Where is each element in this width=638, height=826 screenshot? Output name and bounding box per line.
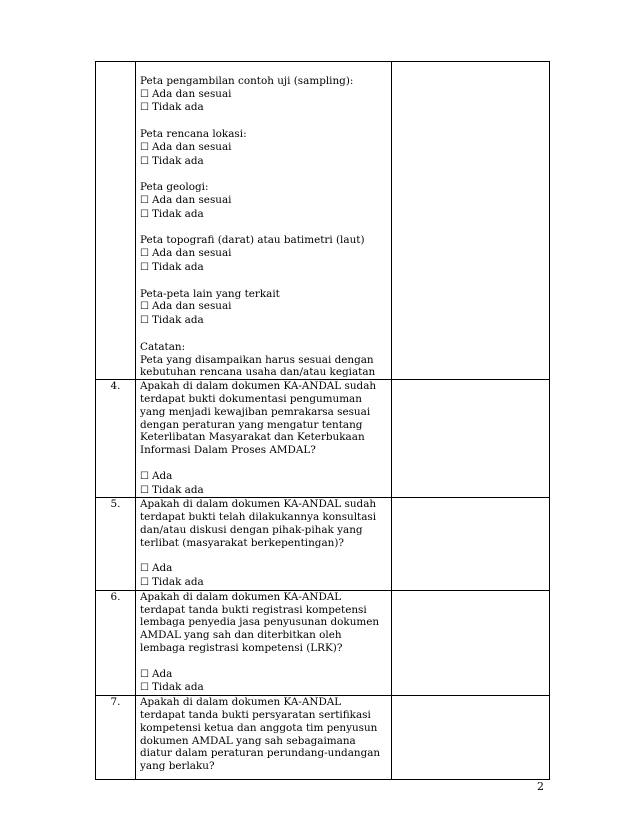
checkbox-option [140,484,389,498]
checkbox-label: Ada [151,469,173,482]
question-text: dengan peraturan yang mengatur tentang [140,418,363,431]
blank-line [140,115,389,128]
checkbox-label: Tidak ada [151,483,204,496]
checkbox-label: Tidak ada [151,314,204,327]
blank-line [140,62,389,75]
checkbox-option [140,261,389,275]
row-number [96,62,136,380]
checkbox-label: Tidak ada [151,154,204,167]
question-text: Apakah di dalam dokumen KA-ANDAL sudah [140,380,377,393]
checkbox-label: Tidak ada [151,101,204,114]
question-text: dan/atau diskusi dengan pihak-pihak yang [140,523,363,536]
checkbox-option [140,141,389,155]
question-text: terdapat bukti telah dilakukannya konsultasi [140,511,377,524]
question-text: terdapat bukti dokumentasi pengumuman [140,392,362,405]
row-number: 5. [96,498,136,591]
question-text: Catatan: [140,340,186,353]
question-text: yang menjadi kewajiban pemrakarsa sesuai [140,405,371,418]
question-text: yang berlaku? [140,760,215,773]
blank-line [140,328,389,341]
question-cell [136,696,392,780]
question-text: AMDAL yang sah dan diterbitkan oleh [140,629,342,642]
checkbox-option [140,576,389,590]
checkbox-option [140,88,389,102]
question-text: Peta geologi: [140,181,209,194]
checklist-table [95,61,550,780]
question-text: Peta rencana lokasi: [140,127,247,140]
checkbox-option [140,101,389,115]
answer-cell[interactable] [392,498,550,591]
question-text: terdapat tanda bukti registrasi kompetensi [140,603,367,616]
checkbox-label: Tidak ada [151,576,204,589]
question-text: kompetensi ketua dan anggota tim penyusun [140,721,378,734]
blank-line [140,222,389,235]
question-text: Apakah di dalam dokumen KA-ANDAL sudah [140,498,377,511]
blank-line [140,275,389,288]
question-cell [136,590,392,695]
question-text: diatur dalam peraturan perundang-undangan [140,747,381,760]
checklist-body [96,62,550,780]
row-number: 7. [96,696,136,780]
page-number: 2 [537,780,544,793]
checkbox-label: Ada dan sesuai [151,300,232,313]
question-text: lembaga penyedia jasa penyusunan dokumen [140,616,380,629]
question-text: kebutuhan rencana usaha dan/atau kegiatan [140,366,376,379]
checkbox-option [140,208,389,222]
blank-line [140,655,389,668]
checkbox-option [140,194,389,208]
answer-cell[interactable] [392,62,550,380]
checkbox-label: Ada [151,562,173,575]
question-text: Peta topografi (darat) atau batimetri (laut) [140,234,365,247]
checkbox-option [140,314,389,328]
table-row [96,380,550,498]
table-row [96,498,550,591]
checkbox-label: Ada dan sesuai [151,140,232,153]
checkbox-option [140,155,389,169]
answer-cell[interactable] [392,380,550,498]
table-row [96,590,550,695]
checkbox-label: Tidak ada [151,260,204,273]
checkbox-option [140,668,389,682]
question-text: Peta pengambilan contoh uji (sampling): [140,74,354,87]
question-cell [136,380,392,498]
checkbox-label: Ada dan sesuai [151,247,232,260]
question-text: dokumen AMDAL yang sah sebagaimana [140,734,356,747]
row-number: 4. [96,380,136,498]
question-cell [136,498,392,591]
table-row [96,696,550,780]
blank-line [140,457,389,470]
question-text: Peta-peta lain yang terkait [140,287,280,300]
checkbox-label: Ada dan sesuai [151,193,232,206]
checkbox-option [140,681,389,695]
row-number: 6. [96,590,136,695]
checkbox-option [140,562,389,576]
answer-cell[interactable] [392,696,550,780]
question-text: Peta yang disampaikan harus sesuai dengan [140,353,374,366]
blank-line [140,549,389,562]
question-text: Keterlibatan Masyarakat dan Keterbukaan [140,431,365,444]
checkbox-option [140,247,389,261]
question-text: Informasi Dalam Proses AMDAL? [140,444,316,457]
answer-cell[interactable] [392,590,550,695]
checkbox-label: Ada [151,667,173,680]
question-text: terlibat (masyarakat berkepentingan)? [140,536,344,549]
checkbox-label: Ada dan sesuai [151,87,232,100]
checkbox-label: Tidak ada [151,681,204,694]
question-text: lembaga registrasi kompetensi (LRK)? [140,642,343,655]
checkbox-option [140,470,389,484]
question-text: terdapat tanda bukti persyaratan sertifikasi [140,709,371,722]
question-text: Apakah di dalam dokumen KA-ANDAL [140,590,342,603]
table-row [96,62,550,380]
question-cell [136,62,392,380]
checkbox-option [140,300,389,314]
blank-line [140,168,389,181]
question-text: Apakah di dalam dokumen KA-ANDAL [140,696,342,709]
checkbox-label: Tidak ada [151,207,204,220]
